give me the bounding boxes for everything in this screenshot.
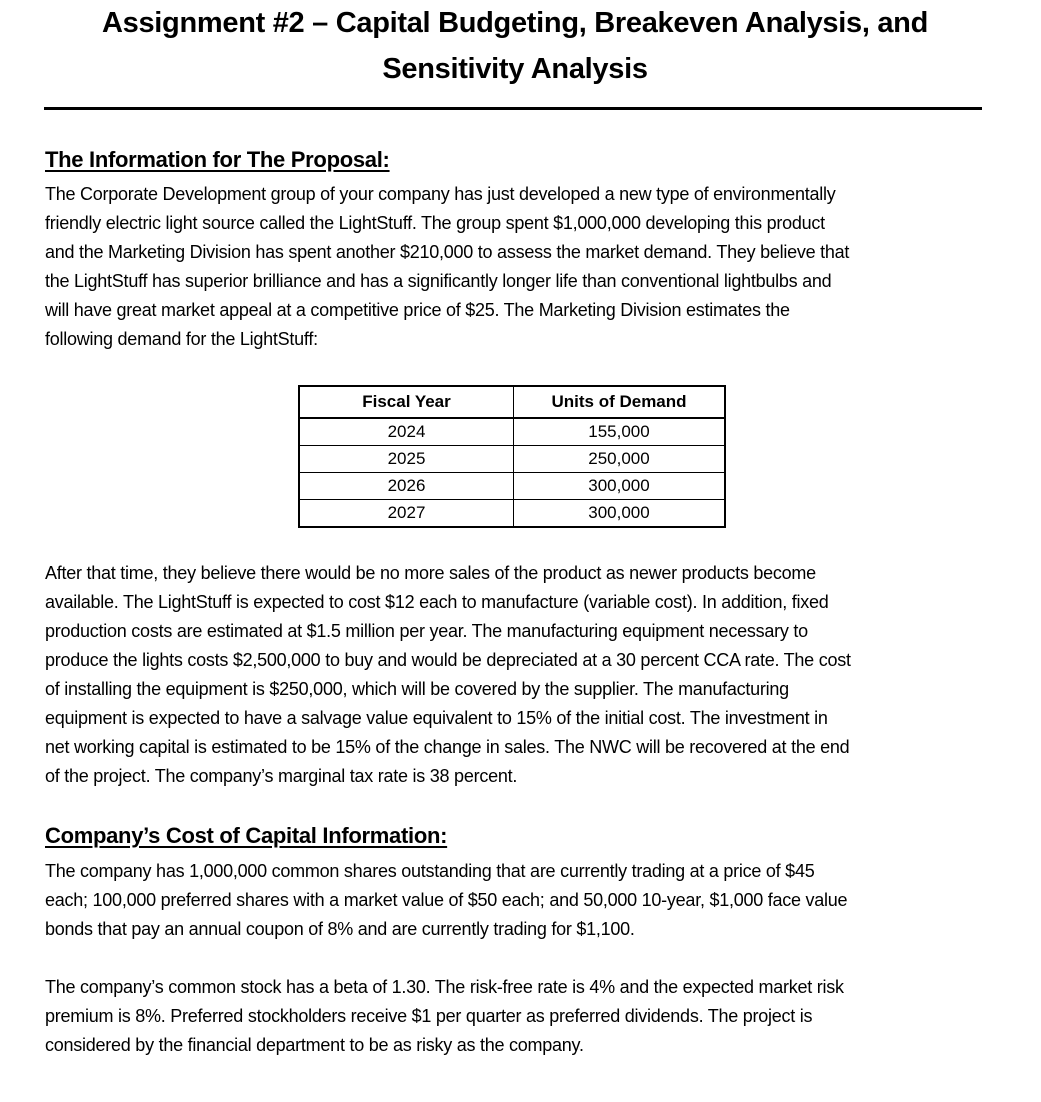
text-line: net working capital is estimated to be 15% of the change in sales. The NWC will be recovered at the end	[45, 737, 850, 757]
proposal-intro-paragraph	[45, 180, 1005, 354]
title-line-2: Sensitivity Analysis	[382, 53, 648, 85]
text-line: available. The LightStuff is expected to cost $12 each to manufacture (variable cost). In addition, fixed	[45, 592, 829, 612]
text-line: will have great market appeal at a competitive price of $25. The Marketing Division estimates the	[45, 300, 790, 320]
proposal-details-paragraph	[45, 559, 1005, 791]
column-header-fiscal-year: Fiscal Year	[299, 386, 514, 418]
text-line: equipment is expected to have a salvage value equivalent to 15% of the initial cost. The investment in	[45, 708, 828, 728]
text-line: The Corporate Development group of your company has just developed a new type of environmentally	[45, 184, 836, 204]
text-line: produce the lights costs $2,500,000 to buy and would be depreciated at a 30 percent CCA rate. The cost	[45, 650, 851, 670]
title-line-1: Assignment #2 – Capital Budgeting, Breakeven Analysis, and	[102, 7, 928, 39]
text-line: of installing the equipment is $250,000, which will be covered by the supplier. The manufacturing	[45, 679, 789, 699]
table-row	[299, 446, 725, 473]
text-line: The company’s common stock has a beta of 1.30. The risk-free rate is 4% and the expected market risk	[45, 977, 844, 997]
fiscal-year-cell: 2024	[299, 418, 514, 446]
text-line: of the project. The company’s marginal tax rate is 38 percent.	[45, 766, 518, 786]
table-row	[299, 500, 725, 528]
text-line: and the Marketing Division has spent another $210,000 to assess the market demand. They believe that	[45, 242, 850, 262]
text-line: premium is 8%. Preferred stockholders receive $1 per quarter as preferred dividends. The project is	[45, 1006, 813, 1026]
fiscal-year-cell: 2026	[299, 473, 514, 500]
column-header-units-of-demand: Units of Demand	[514, 386, 726, 418]
text-line: following demand for the LightStuff:	[45, 329, 318, 349]
page-title	[0, 0, 1030, 92]
demand-table	[298, 385, 726, 528]
units-cell: 300,000	[514, 473, 726, 500]
units-cell: 155,000	[514, 418, 726, 446]
table-header-row	[299, 386, 725, 418]
cost-of-capital-heading: Company’s Cost of Capital Information:	[45, 823, 448, 848]
table-row	[299, 418, 725, 446]
fiscal-year-cell: 2025	[299, 446, 514, 473]
text-line: After that time, they believe there would be no more sales of the product as newer products become	[45, 563, 816, 583]
text-line: the LightStuff has superior brilliance and has a significantly longer life than conventional lightbulbs and	[45, 271, 832, 291]
capital-structure-paragraph	[45, 857, 1005, 944]
fiscal-year-cell: 2027	[299, 500, 514, 528]
text-line: considered by the financial department to be as risky as the company.	[45, 1035, 584, 1055]
text-line: bonds that pay an annual coupon of 8% and are currently trading for $1,100.	[45, 919, 635, 939]
text-line: friendly electric light source called the LightStuff. The group spent $1,000,000 developing this product	[45, 213, 825, 233]
units-cell: 300,000	[514, 500, 726, 528]
units-cell: 250,000	[514, 446, 726, 473]
proposal-heading: The Information for The Proposal:	[45, 147, 390, 172]
text-line: production costs are estimated at $1.5 million per year. The manufacturing equipment necessary to	[45, 621, 808, 641]
text-line: each; 100,000 preferred shares with a market value of $50 each; and 50,000 10-year, $1,000 face value	[45, 890, 848, 910]
title-divider	[44, 107, 982, 110]
text-line: The company has 1,000,000 common shares outstanding that are currently trading at a price of $45	[45, 861, 815, 881]
risk-paragraph	[45, 973, 1005, 1060]
table-row	[299, 473, 725, 500]
